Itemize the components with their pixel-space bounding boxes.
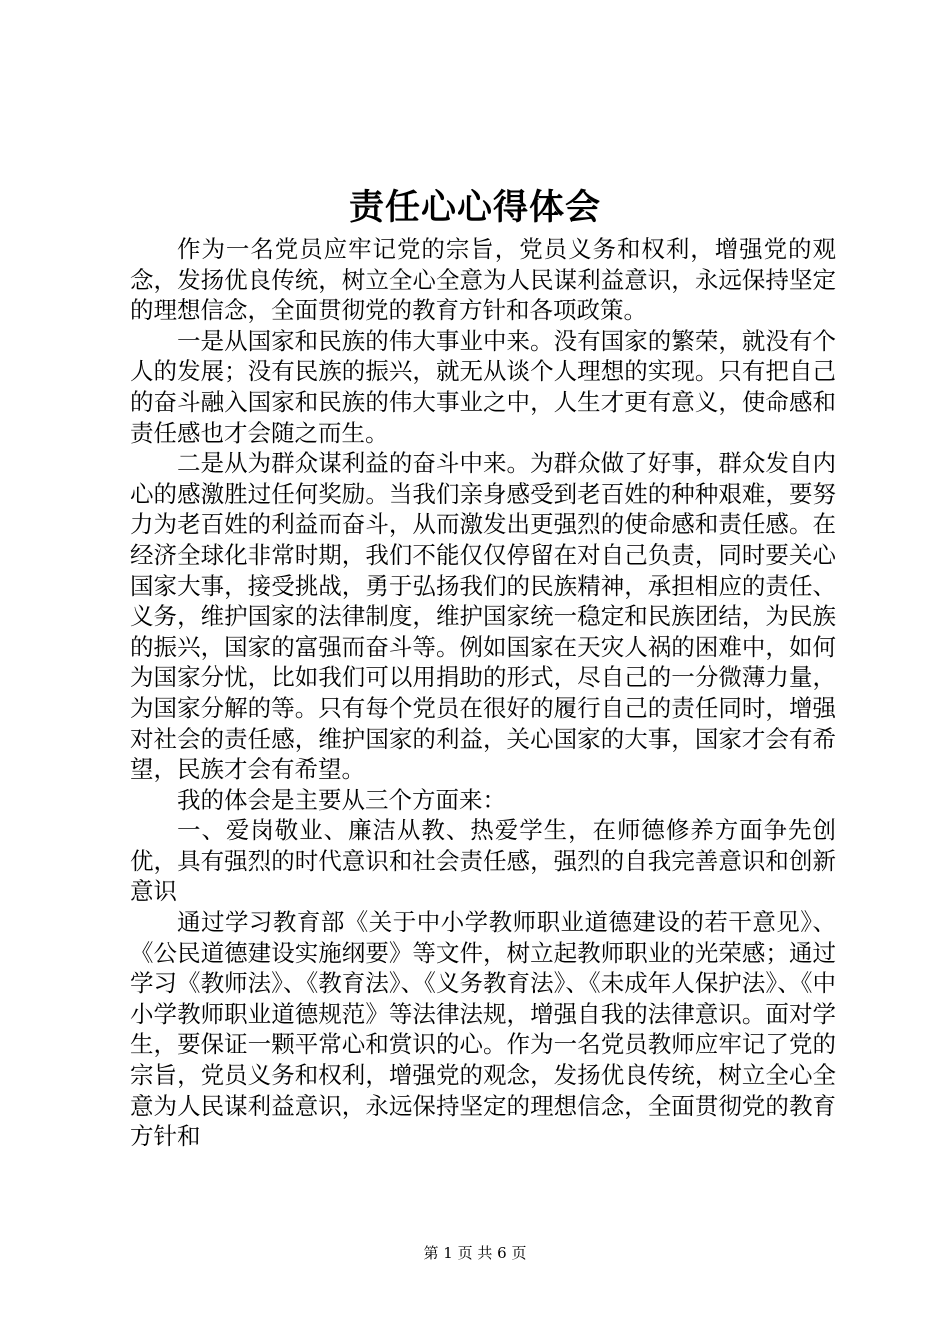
paragraph: 通过学习教育部《关于中小学教师职业道德建设的若干意见》、《公民道德建设实施纲要》等文件，树立起教师职业的光荣感；通过学习《教师法》、《教育法》、《义务教育法》、《未成年人保护法》、《中小学教师职业道德规范》等法律法规，增强自我的法律意识。面对学生，要保证一颗平常心和赏识的心。作为一名党员教师应牢记了党的宗旨，党员义务和权利，增强党的观念，发扬优良传统，树立全心全意为人民谋利益意识，永远保持坚定的理想信念，全面贯彻党的教育方针和 [130,908,836,1151]
paragraph: 我的体会是主要从三个方面来： [177,785,506,814]
paragraph: 一、爱岗敬业、廉洁从教、热爱学生，在师德修养方面争先创优，具有强烈的时代意识和社会责任感，强烈的自我完善意识和创新意识 [130,816,836,906]
paragraph: 二是从为群众谋利益的奋斗中来。为群众做了好事，群众发自内心的感激胜过任何奖励。当我们亲身感受到老百姓的种种艰难，要努力为老百姓的利益而奋斗，从而激发出更强烈的使命感和责任感。在经济全球化非常时期，我们不能仅仅停留在对自己负责，同时要关心国家大事，接受挑战，勇于弘扬我们的民族精神，承担相应的责任、义务，维护国家的法律制度，维护国家统一稳定和民族团结，为民族的振兴，国家的富强而奋斗等。例如国家在天灾人祸的困难中，如何为国家分忧，比如我们可以用捐助的形式，尽自己的一分微薄力量，为国家分解的等。只有每个党员在很好的履行自己的责任同时，增强对社会的责任感，维护国家的利益，关心国家的大事，国家才会有希望，民族才会有希望。 [130,449,836,784]
paragraph: 一是从国家和民族的伟大事业中来。没有国家的繁荣，就没有个人的发展；没有民族的振兴，就无从谈个人理想的实现。只有把自己的奋斗融入国家和民族的伟大事业之中，人生才更有意义，使命感和责任感也才会随之而生。 [130,326,836,447]
document-title: 责任心心得体会 [348,187,601,228]
page-footer: 第 1 页 共 6 页 [423,1244,527,1262]
paragraph: 作为一名党员应牢记党的宗旨，党员义务和权利，增强党的观念，发扬优良传统，树立全心全意为人民谋利益意识，永远保持坚定的理想信念，全面贯彻党的教育方针和各项政策。 [130,235,836,325]
document-body [130,234,836,1152]
